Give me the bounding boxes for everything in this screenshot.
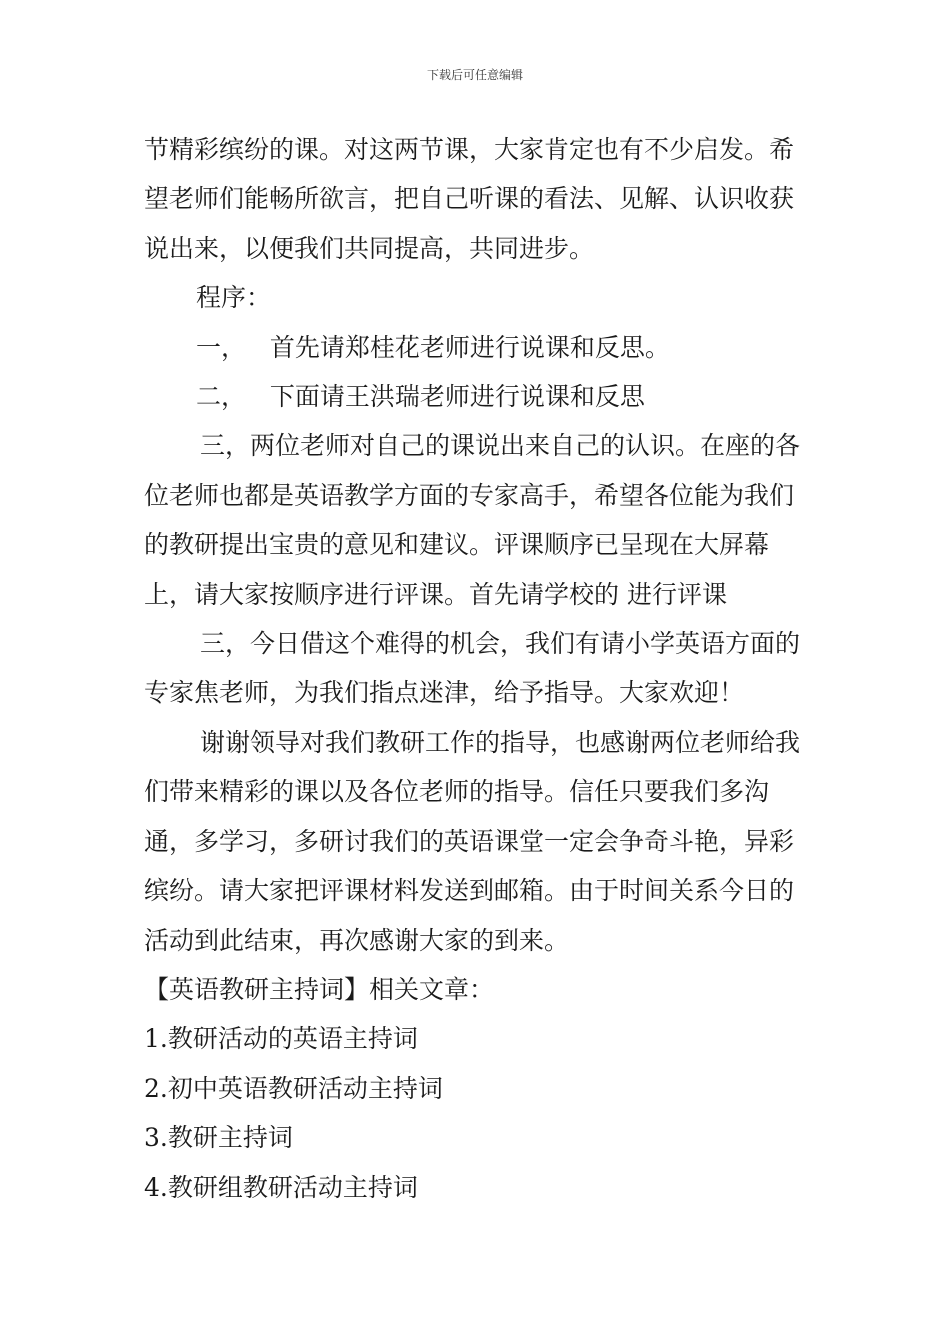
related-article-link[interactable]: 3.教研主持词 bbox=[144, 1123, 293, 1153]
paragraph-closing: 谢谢领导对我们教研工作的指导，也感谢两位老师给我们带来精彩的课以及各位老师的指导。信任只要我们多沟通，多学习，多研讨我们的英语课堂一定会争奇斗艳，异彩缤纷。请大家把评课材料发送到邮箱。由于时间关系今日的活动到此结束，再次感谢大家的到来。 bbox=[144, 727, 801, 955]
related-articles-heading: 【英语教研主持词】相关文章： bbox=[144, 974, 495, 1004]
related-article-link[interactable]: 4.教研组教研活动主持词 bbox=[144, 1172, 418, 1202]
page-header: 下载后可任意编辑 bbox=[426, 68, 523, 82]
paragraph-step-three: 三，两位老师对自己的课说出来自己的认识。在座的各位老师也都是英语教学方面的专家高手，希望各位能为我们的教研提出宝贵的意见和建议。评课顺序已呈现在大屏幕上，请大家按顺序进行评课。首先请学校的 进行评课 bbox=[144, 431, 801, 609]
paragraph-program-label: 程序： bbox=[196, 283, 272, 313]
related-article-link[interactable]: 1.教研活动的英语主持词 bbox=[144, 1024, 418, 1054]
related-article-link[interactable]: 2.初中英语教研活动主持词 bbox=[144, 1073, 443, 1103]
document-body bbox=[144, 125, 816, 1212]
paragraph-intro: 节精彩缤纷的课。对这两节课，大家肯定也有不少启发。希望老师们能畅所欲言，把自己听课的看法、见解、认识收获说出来，以便我们共同提高，共同进步。 bbox=[144, 135, 795, 263]
paragraph-step-one: 一， 首先请郑桂花老师进行说课和反思。 bbox=[196, 332, 670, 362]
paragraph-step-three-expert: 三，今日借这个难得的机会，我们有请小学英语方面的专家焦老师，为我们指点迷津，给予指导。大家欢迎！ bbox=[144, 629, 801, 708]
paragraph-step-two: 二， 下面请王洪瑞老师进行说课和反思 bbox=[196, 382, 645, 412]
